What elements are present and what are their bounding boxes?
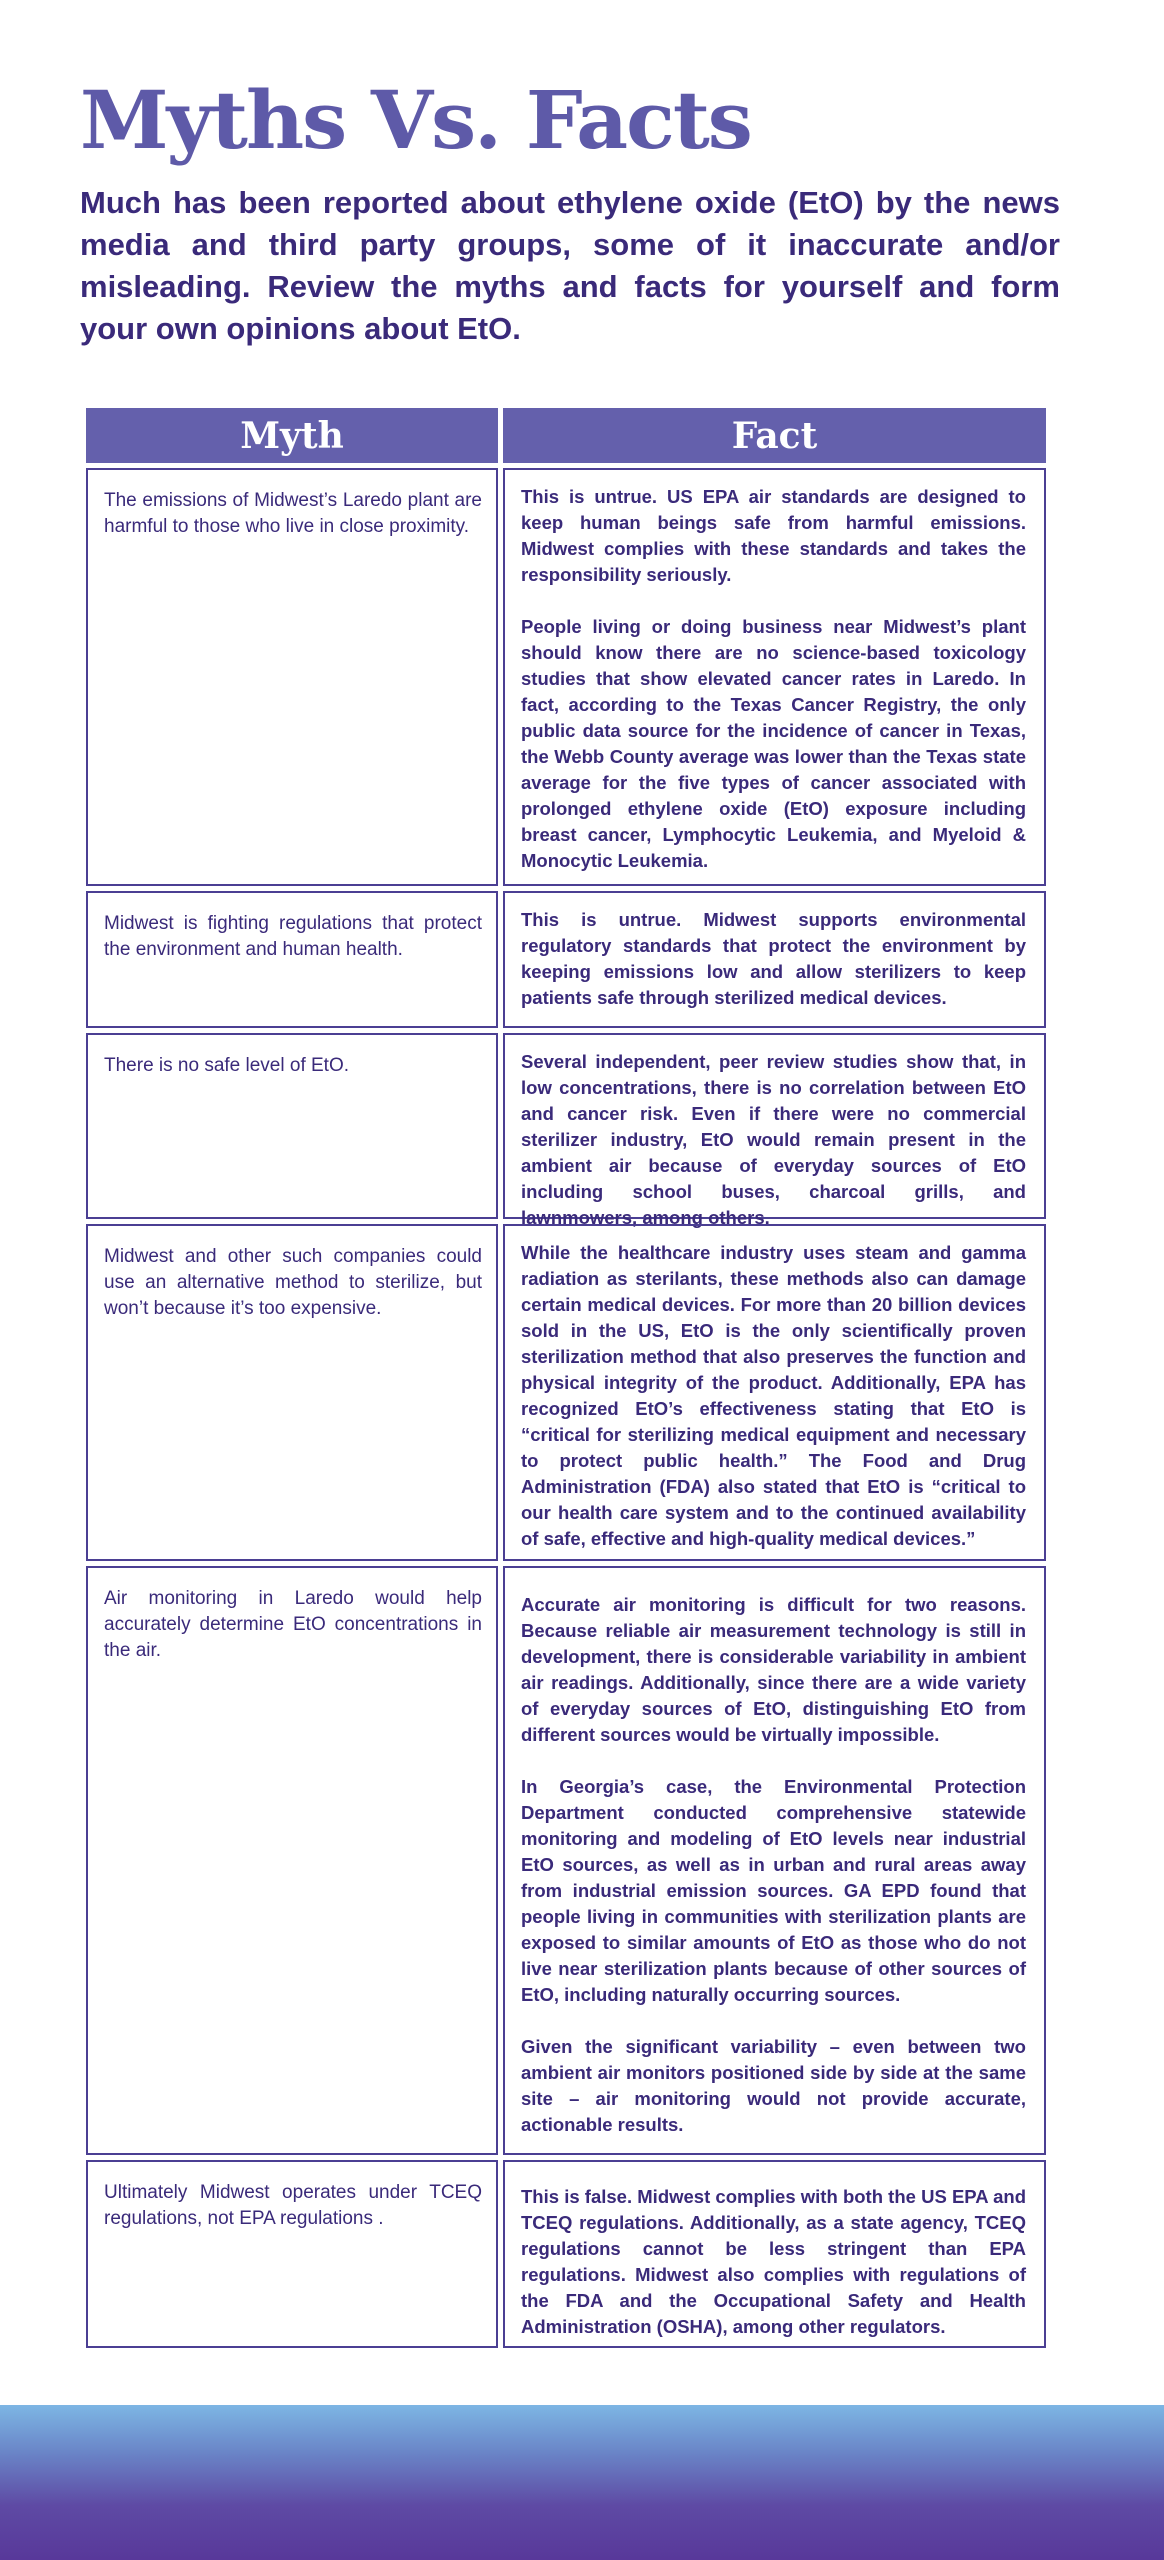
table-row — [86, 2160, 1046, 2348]
myth-cell — [86, 1033, 498, 1219]
myth-text: Midwest is fighting regulations that protect the environment and human health. — [104, 913, 482, 960]
fact-cell — [503, 468, 1046, 886]
fact-cell — [503, 1224, 1046, 1561]
fact-paragraph: Given the significant variability – even between two ambient air monitors positioned side by side at the same site – air monitoring would not provide accurate, actionable results. — [521, 2036, 1026, 2135]
myth-text: There is no safe level of EtO. — [104, 1055, 350, 1076]
fact-cell — [503, 891, 1046, 1028]
fact-column-header: Fact — [503, 408, 1046, 463]
myth-text: Ultimately Midwest operates under TCEQ regulations, not EPA regulations . — [104, 2182, 482, 2229]
myth-column-header: Myth — [86, 408, 498, 463]
myth-text: The emissions of Midwest’s Laredo plant are harmful to those who live in close proximity. — [104, 490, 482, 537]
fact-cell — [503, 1033, 1046, 1228]
myth-cell — [86, 1566, 498, 2155]
myth-text: Midwest and other such companies could use an alternative method to sterilize, but won’t because it’s too expensive. — [104, 1246, 482, 1319]
table-row — [86, 1033, 1046, 1228]
table-row — [86, 468, 1046, 886]
intro-paragraph: Much has been reported about ethylene oxide (EtO) by the news media and third party groups, some of it inaccurate and/or misleading. Review the myths and facts for yourself and form your own opinions about EtO. — [80, 185, 1060, 346]
myths-facts-table — [86, 408, 1046, 2353]
fact-paragraph: Accurate air monitoring is difficult for two reasons. Because reliable air measurement technology is still in development, there is considerable variability in ambient air readings. Additionally, since there are a wide variety of everyday sources of EtO, distinguishing EtO from different sources would be virtually impossible. — [521, 1594, 1026, 1745]
fact-cell — [503, 1566, 1046, 2155]
table-row — [86, 1224, 1046, 1561]
fact-paragraph: In Georgia’s case, the Environmental Protection Department conducted comprehensive statewide monitoring and modeling of EtO levels near industrial EtO sources, as well as in urban and rural areas away from industrial emission sources. GA EPD found that people living in communities with sterilization plants are exposed to similar amounts of EtO as those who do not live near sterilization plants because of other sources of EtO, including naturally occurring sources. — [521, 1776, 1026, 2005]
footer-gradient-band — [0, 2405, 1164, 2560]
fact-paragraph: This is untrue. Midwest supports environmental regulatory standards that protect the environment by keeping emissions low and allow sterilizers to keep patients safe through sterilized medical devices. — [521, 909, 1026, 1008]
myth-cell — [86, 2160, 498, 2348]
fact-paragraph: This is untrue. US EPA air standards are designed to keep human beings safe from harmful emissions. Midwest complies with these standards and takes the responsibility seriously. — [521, 486, 1026, 585]
myth-cell — [86, 1224, 498, 1561]
fact-paragraph: While the healthcare industry uses steam and gamma radiation as sterilants, these methods also can damage certain medical devices. For more than 20 billion devices sold in the US, EtO is the only scientifically proven sterilization method that also preserves the function and physical integrity of the product. Additionally, EPA has recognized EtO’s effectiveness stating that EtO is “critical for sterilizing medical equipment and necessary to protect public health.” The Food and Drug Administration (FDA) also stated that EtO is “critical to our health care system and to the continued availability of safe, effective and high-quality medical devices.” — [521, 1242, 1026, 1549]
table-row — [86, 1566, 1046, 2155]
myth-cell — [86, 891, 498, 1028]
fact-paragraph: People living or doing business near Midwest’s plant should know there are no science-based toxicology studies that show elevated cancer rates in Laredo. In fact, according to the Texas Cancer Registry, the only public data source for the incidence of cancer in Texas, the Webb County average was lower than the Texas state average for the five types of cancer associated with prolonged ethylene oxide (EtO) exposure including breast cancer, Lymphocytic Leukemia, and Myeloid & Monocytic Leukemia. — [521, 616, 1026, 871]
myth-cell — [86, 468, 498, 886]
fact-cell — [503, 2160, 1046, 2348]
myth-text: Air monitoring in Laredo would help accurately determine EtO concentrations in the air. — [104, 1588, 482, 1661]
table-header-row — [86, 408, 1046, 463]
page-title: Myths Vs. Facts — [80, 73, 751, 167]
fact-paragraph: Several independent, peer review studies show that, in low concentrations, there is no correlation between EtO and cancer risk. Even if there were no commercial sterilizer industry, EtO would remain present in the ambient air because of everyday sources of EtO including school buses, charcoal grills, and lawnmowers, among others. — [521, 1051, 1026, 1228]
table-row — [86, 891, 1046, 1028]
fact-paragraph: This is false. Midwest complies with both the US EPA and TCEQ regulations. Additionally, as a state agency, TCEQ regulations cannot be less stringent than EPA regulations. Midwest also complies with regulations of the FDA and the Occupational Safety and Health Administration (OSHA), among other regulators. — [521, 2186, 1026, 2337]
